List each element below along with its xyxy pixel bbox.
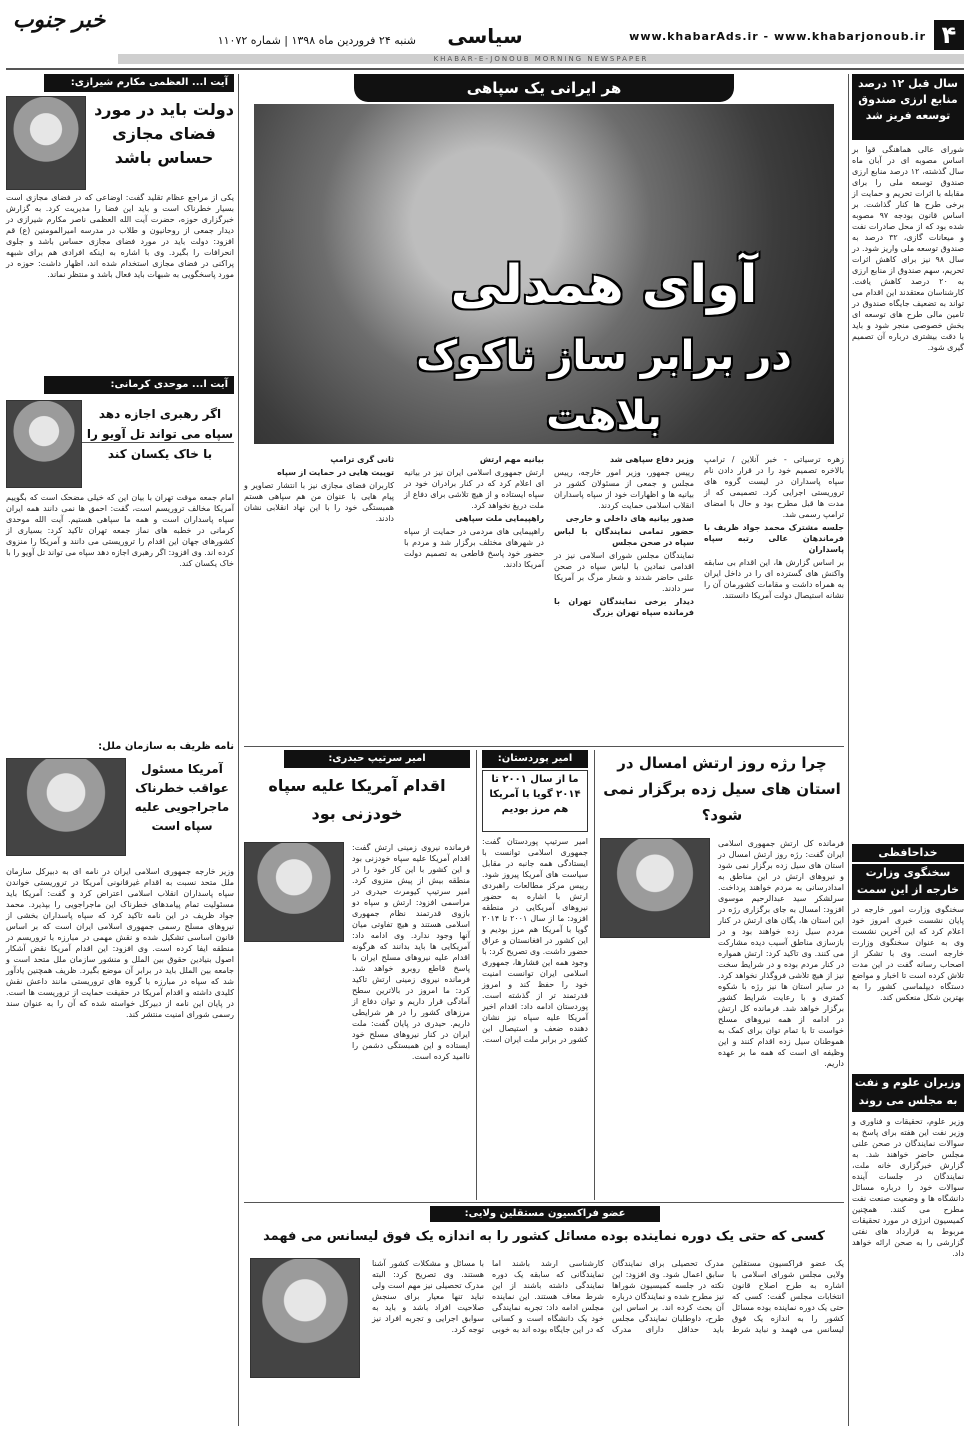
main-paragraph: رییس جمهور، وزیر امور خارجه، رییس مجلس و جمعی از مسئولان کشور در بیانیه ها و اظهارات خود از سپاه پاسداران انقلاب اسلامی حمایت کردند. (554, 468, 694, 510)
main-column-4 (244, 454, 394, 744)
main-subhead: بیانیه مهم ارتش (479, 455, 544, 464)
left-box-2-headline: اگر رهبری اجازه دهد سپاه می تواند تل آویو را با خاک یکسان کند (86, 407, 234, 461)
portrait-movahedi (6, 400, 82, 488)
masthead-bar (118, 54, 964, 64)
main-paragraph: بر اساس گزارش ها، این اقدام بی سابقه واکنش های گسترده ای را در داخل ایران به همراه داشت و مقامات کشورمان آن را نشانه استیصال دولت آمریکا دانستند. (704, 558, 844, 600)
right-story-2-headline: سخنگوی وزارت خارجه از این سمت (852, 864, 964, 900)
story-b-headline: ما از سال ۲۰۰۱ تا ۲۰۱۴ گویا با آمریکا هم مرز بودیم (482, 770, 588, 832)
main-subhead: وزیر دفاع سپاهی شد (610, 455, 694, 464)
main-paragraph: راهپیمایی های مردمی در حمایت از سپاه در شهرهای مختلف برگزار شد و مردم با حضور خود پاسخ قاطعی به تصمیم دولت آمریکا دادند. (404, 527, 544, 569)
newspaper-en: KHABAR-E-JONOUB MORNING NEWSPAPER (433, 55, 649, 63)
middle-story-a (600, 750, 844, 1200)
logo-text: خبر جنوب (12, 8, 106, 33)
story-b-text: امیر سرتیپ پوردستان گفت: جمهوری اسلامی توانست با ایستادگی همه جانبه در مقابل سیاست های آمریکا پیروز شود. رییس مرکز مطالعات راهبردی ارتش با اشاره به حضور نیروهای آمریکایی در منطقه افزود: ما از سال ۲۰۰۱ تا ۲۰۱۴ گویا با آمریکا هم مرز بودیم و این کشور در افغانستان و عراق حضور داشت. وی تصریح کرد: با وجود همه این فشارها، جمهوری اسلامی ایران توانست امنیت خود را حفظ کند و امروز قدرتمند تر از گذشته است. پوردستان ادامه داد: اقدام اخیر آمریکا علیه سپاه نیز نشان دهنده ضعف و استیصال این کشور در برابر ملت ایران است. (482, 837, 589, 1044)
main-column-2 (554, 454, 694, 744)
right-story-3-headline: وزیران علوم و نفت به مجلس می روند (852, 1074, 964, 1112)
left-column-rule (238, 74, 239, 1426)
right-column (852, 74, 964, 1426)
portrait-zarif (6, 758, 126, 856)
portrait-mousavi (600, 838, 710, 938)
main-paragraph: ارتش جمهوری اسلامی ایران نیز در بیانیه ای اعلام کرد که در کنار برادران خود در سپاه ایستاده و از هیچ تلاشی برای دفاع از ملت دریغ نخواهد کرد. (404, 468, 544, 510)
main-subhead: راهپیمایی ملت سپاهی (455, 514, 544, 523)
portrait-lawmaker (250, 1258, 360, 1378)
masthead (0, 0, 970, 70)
middle-stories-rule (244, 1202, 844, 1203)
right-story-1-headline: سال قبل ۱۲ درصد منابع ارزی صندوق توسعه فریز شد (852, 74, 964, 140)
bottom-story (244, 1206, 844, 1426)
main-paragraph: کاربران فضای مجازی نیز با انتشار تصاویر و پیام هایی با عنوان من هم سپاهی هستم همبستگی خود را با این نهاد انقلابی نشان دادند. (244, 481, 394, 523)
main-column-1 (704, 454, 844, 744)
left-box-3-label: نامه ظریف به سازمان ملل: (98, 741, 234, 752)
main-subhead: صدور بیانیه های داخلی و خارجی (565, 514, 694, 523)
websites: www.khabarAds.ir - www.khabarjonoub.ir (629, 30, 926, 43)
right-story-2-text: سخنگوی وزارت امور خارجه در پایان نشست خبری امروز خود اعلام کرد که این آخرین نشست وی به عنوان سخنگوی وزارت خارجه است. وی با تشکر از اصحاب رسانه گفت در این مدت تلاش کرده است تا اخبار و مواضع دستگاه دیپلماسی کشور را به بهترین شکل منعکس کند. (852, 905, 964, 1002)
right-story-1-text: شورای عالی هماهنگی قوا بر اساس مصوبه ای در آبان ماه سال گذشته، ۱۲ درصد منابع ارزی صندوق توسعه ملی را برای مقابله با اثرات تحریم و حمایت از برخی طرح ها کنار گذاشت. بر اساس قانون بودجه ۹۷ مصوبه شده بود که از محل صادرات نفت و میعانات گازی، ۳۲ درصد به صندوق توسعه ملی واریز شود. در سال ۹۸ نیز برای کاهش اثرات تحریم، سهم صندوق از منابع ارزی به ۲۰ درصد کاهش یافت. کارشناسان معتقدند این اقدام می تواند به تضعیف جایگاه صندوق در تامین مالی طرح های توسعه ای بخش خصوصی منجر شود و باید با دقت بیشتری درباره آن تصمیم گیری شود. (852, 145, 964, 352)
main-subhead: حضور تمامی نمایندگان با لباس سپاه در صحن مجلس (554, 527, 694, 547)
story-a-text: فرمانده کل ارتش جمهوری اسلامی ایران گفت: رژه روز ارتش امسال در استان های سیل زده برگزار نمی شود و نیروهای ارتش در این مناطق به امدادرسانی به مردم خواهند پرداخت. سرلشکر سید عبدالرحیم موسوی افزود: امسال به جای برگزاری رژه در این استان ها، یگان های ارتش در کنار مردم سیل زده خواهند بود و در بازسازی مناطق آسیب دیده مشارکت می کنند. وی تاکید کرد: ارتش همواره در کنار مردم بوده و در شرایط سخت نیز از هیچ تلاشی فروگذار نخواهد کرد. در سایر استان ها نیز رژه با شکوه کمتری و با رعایت شرایط کشور برگزار خواهد شد. فرمانده کل ارتش در ادامه از همه نیروهای مسلح خواست تا با تمام توان برای کمک به هموطنان سیل زده اقدام کنند و این وظیفه ای است که همه ما بر عهده داریم. (718, 839, 844, 1068)
story-b-rule (476, 750, 477, 1200)
left-column (6, 74, 234, 1426)
left-box-1-text: یکی از مراجع عظام تقلید گفت: اوضاعی که در فضای مجازی است بسیار خطرناک است و باید این فضا را مدیریت کرد. به گزارش خبرگزاری حوزه، حضرت آیت الله العظمی ناصر مکارم شیرازی در دیدار جمعی از روحانیون و طلاب در مدرسه امیرالمومنین (ع) قم افزود: دولت باید در مورد فضای مجازی حساس باشد و جلوی انحرافات را بگیرد. وی با اشاره به اینکه افرادی هم برای شبهه پراکنی در فضای مجازی استخدام شده اند، اظهار داشت: حوزه در مورد پاسخگویی به شبهات باید فعال باشد و منتظر نماند. (6, 193, 234, 279)
bottom-story-headline: کسی که حتی یک دوره نماینده بوده مسائل کشور را به اندازه یک فوق لیسانس می فهمد (263, 1229, 825, 1244)
main-subhead: توییت هایی در حمایت از سپاه (277, 468, 394, 477)
story-c-label: امیر سرتیپ حیدری: (284, 750, 470, 768)
middle-story-c (244, 750, 470, 1200)
main-headline-1: آوای همدلی (450, 255, 758, 315)
main-story (244, 74, 844, 744)
story-b-label: امیر پوردستان: (482, 750, 588, 768)
main-column-3 (404, 454, 544, 744)
banner-title: هر ایرانی یک سپاهی (354, 74, 734, 102)
right-story-3-text: وزیر علوم، تحقیقات و فناوری و وزیر نفت این هفته برای پاسخ به سوالات نمایندگان در صحن علنی مجلس حاضر خواهند شد. به گزارش خبرگزاری خانه ملت، نمایندگان در جلسات آینده سوالات خود را درباره مسائل دانشگاه ها و وضعیت صنعت نفت مطرح می کنند. همچنین کمیسیون انرژی در مورد تحقیقات مربوط به قرارداد های نفتی گزارشی را به صحن ارائه خواهد داد. (852, 1117, 964, 1258)
date-issue: شنبه ۲۴ فروردین ماه ۱۳۹۸ | شماره ۱۱۰۷۲ (217, 34, 416, 47)
left-box-2-text: امام جمعه موقت تهران با بیان این که خیلی مضحک است که بگوییم آمریکا مخالف تروریسم است، گفت: احمق ها نمی دانند همه ایران سپاه پاسداران است و همه ما سپاهی هستیم. آیت الله موحدی کرمانی در خطبه های نماز جمعه تهران تاکید کرد: بسیاری از کشورهای جهان این اقدام را تروریستی می دانند و آمریکا را منزوی کرده اند. وی افزود: اگر رهبری اجازه دهد سپاه می تواند تل آویو را با خاک یکسان کند. (6, 493, 234, 568)
left-box-2-label: آیت ا... موحدی کرمانی: (44, 376, 234, 394)
middle-story-b (482, 750, 588, 1200)
main-headline-2: در برابر ساز ناکوک بلاهت (416, 333, 792, 439)
newspaper-logo (6, 4, 112, 60)
masthead-rule (6, 68, 964, 70)
main-paragraph: نمایندگان مجلس شورای اسلامی نیز در اقدامی نمادین با لباس سپاه در صحن علنی حاضر شدند و شعار مرگ بر آمریکا سر دادند. (554, 551, 694, 593)
bottom-story-label: عضو فراکسیون مستقلین ولایی: (430, 1206, 660, 1222)
story-c-headline: اقدام آمریکا علیه سپاه خودزنی بود (268, 776, 446, 823)
portrait-makarem (6, 96, 86, 190)
left-box-3-text: وزیر خارجه جمهوری اسلامی ایران در نامه ای به دبیرکل سازمان ملل متحد نسبت به اقدام غیرقانونی آمریکا در تروریستی خواندن سپاه پاسداران انقلاب اسلامی اعتراض کرد و گفت: آمریکا باید مسئولیت تمام پیامدهای خطرناک این ماجراجویی را بپذیرد. محمد جواد ظریف در این نامه تاکید کرد که سپاه پاسداران بخشی از نیروهای مسلح رسمی جمهوری اسلامی ایران است که بر اساس قانون اساسی تشکیل شده و نقش مهمی در مبارزه با تروریسم در منطقه ایفا کرده است. وی افزود: این اقدام آمریکا نقض آشکار اصول بنیادین حقوق بین الملل و منشور سازمان ملل متحد است و جامعه بین الملل باید در برابر آن موضع بگیرد. ظریف همچنین یادآور شد که سپاه در مبارزه با گروه های تروریستی مانند داعش نقش کلیدی داشته و اقدام آمریکا در حقیقت حمایت از تروریست ها است. در پایان این نامه از دبیرکل خواسته شده که آن را به عنوان سند رسمی شورای امنیت منتشر کند. (6, 867, 234, 1019)
portrait-heydari (244, 842, 344, 942)
main-subhead: دیدار برخی نمایندگان تهران با فرمانده سپاه تهران بزرگ (554, 597, 694, 617)
right-column-rule (848, 74, 849, 1426)
page-number: ۴ (934, 20, 964, 50)
main-story-rule (244, 746, 844, 747)
section-title: سیاسی (447, 24, 523, 48)
left-box-3-headline: آمریکا مسئول عواقب خطرناک ماجراجویی علیه سپاه است (134, 762, 230, 833)
story-a-headline: چرا رژه روز ارتش امسال در استان های سیل زده برگزار نمی شود؟ (603, 754, 841, 824)
main-paragraph: زهره ترسیاتی - خبر آنلاین / ترامپ بالاخره تصمیم خود را در قرار دادن نام سپاه پاسداران در لیست گروه های تروریستی اجرایی کرد. تصمیمی که از مدت ها قبل مطرح بود و حال با امضای ترامپ رسمی شد. (704, 455, 844, 519)
left-box-1-headline: دولت باید در مورد فضای مجازی حساس باشد (94, 100, 234, 167)
main-subhead: ثانی گری ترامپ (330, 455, 394, 464)
left-box-1-label: آیت ا... العظمی مکارم شیرازی: (44, 74, 234, 92)
story-a-rule (594, 750, 595, 1200)
main-subhead: جلسه مشترک محمد جواد ظریف با فرماندهان عالی رتبه سپاه پاسداران (704, 523, 844, 554)
right-story-2-kicker: خداحافظی (852, 844, 964, 862)
bottom-story-text: یک عضو فراکسیون مستقلین ولایی مجلس شورای اسلامی با اشاره به طرح اصلاح قانون انتخابات مجلس گفت: کسی که حتی یک دوره نماینده بوده مسائل کشور را به اندازه یک فوق لیسانس می فهمد و نباید شرط مدرک تحصیلی برای نمایندگان سابق اعمال شود. وی افزود: این نکته در جلسه کمیسیون شوراها نیز مطرح شده و نمایندگان درباره آن بحث کرده اند. بر اساس این طرح، داوطلبان نمایندگی مجلس باید حداقل دارای مدرک کارشناسی ارشد باشند اما نمایندگانی که سابقه یک دوره نمایندگی داشته باشند از این شرط معاف هستند. این نماینده مجلس ادامه داد: تجربه نمایندگی خود یک دانشگاه است و کسانی که در این جایگاه بوده اند به خوبی با مسائل و مشکلات کشور آشنا هستند. وی تصریح کرد: البته مدرک تحصیلی نیز مهم است ولی نباید تنها معیار برای سنجش صلاحیت افراد باشد و باید به سوابق اجرایی و تجربه افراد نیز توجه کرد. (372, 1259, 844, 1334)
story-c-text: فرمانده نیروی زمینی ارتش گفت: اقدام آمریکا علیه سپاه خودزنی بود و این کشور با این کار خود را در منطقه بیش از پیش منزوی کرد. امیر سرتیپ کیومرث حیدری در مراسمی افزود: ارتش و سپاه دو بازوی قدرتمند نظام جمهوری اسلامی هستند و هیچ تفاوتی میان آنها وجود ندارد. وی ادامه داد: آمریکایی ها باید بدانند که هرگونه اقدام علیه نیروهای مسلح ایران با پاسخ قاطع روبرو خواهد شد. فرمانده نیروی زمینی ارتش تاکید کرد: ما امروز در بالاترین سطح آمادگی قرار داریم و توان دفاع از مرزهای کشور را در هر شرایطی داریم. حیدری در پایان گفت: ملت ایران در کنار نیروهای مسلح خود ایستاده و این همبستگی دشمن را ناامید کرده است. (352, 843, 470, 1061)
